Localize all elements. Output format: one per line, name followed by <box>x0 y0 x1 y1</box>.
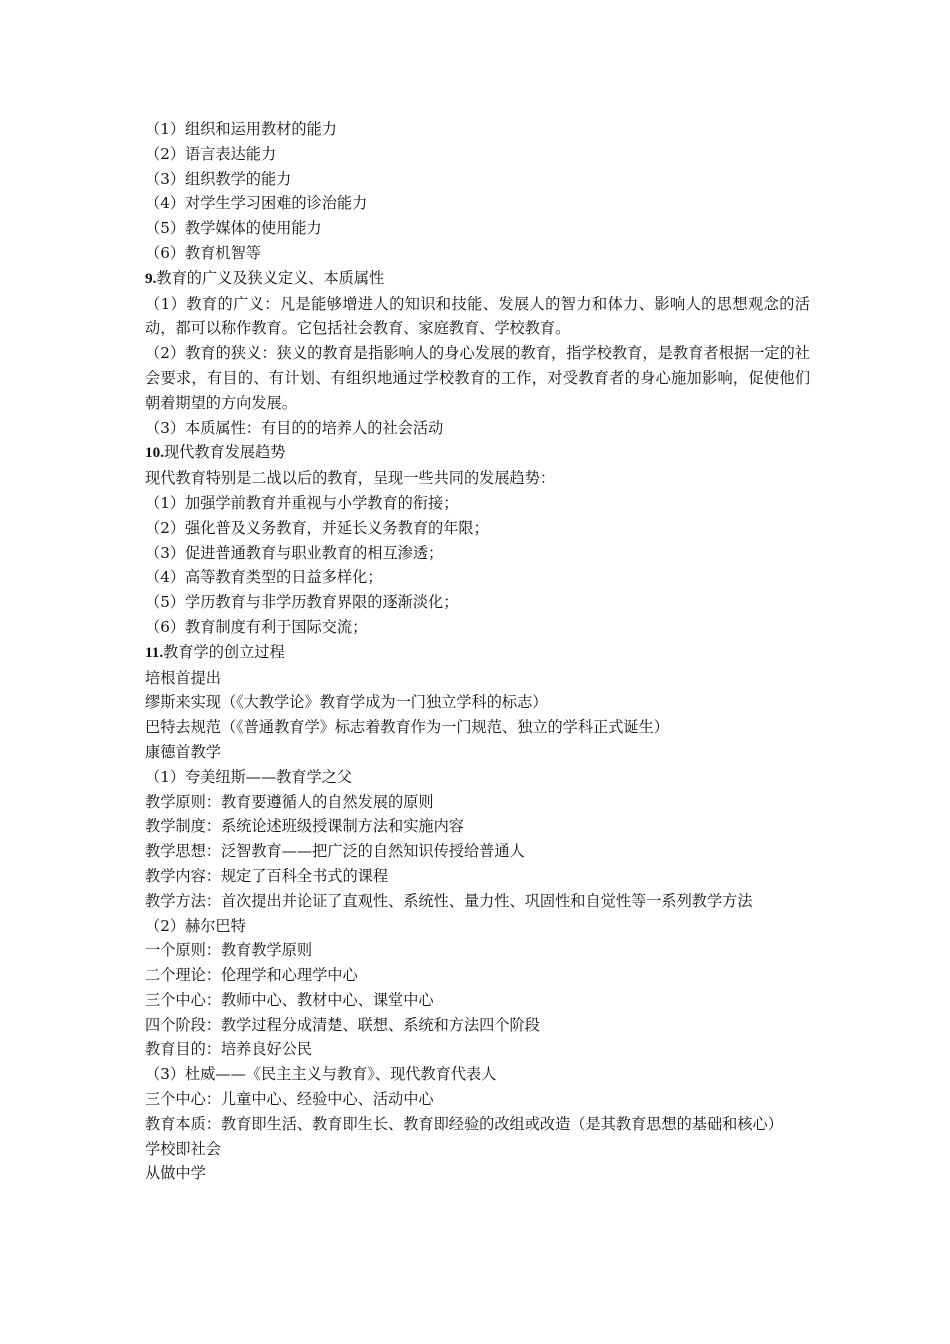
text-line: 教学思想：泛智教育——把广泛的自然知识传授给普通人 <box>145 842 525 861</box>
list-item: （3）促进普通教育与职业教育的相互渗透； <box>145 543 444 562</box>
text-line: 四个阶段：教学过程分成清楚、联想、系统和方法四个阶段 <box>145 1015 540 1034</box>
text-line: 培根首提出 <box>145 668 221 687</box>
text-line: 学校即社会 <box>145 1139 221 1158</box>
list-item: （5）教学媒体的使用能力 <box>145 219 322 238</box>
paragraph-essence: （3）本质属性：有目的的培养人的社会活动 <box>145 418 444 437</box>
list-item: （6）教育机智等 <box>145 243 261 262</box>
text-line: 三个中心：儿童中心、经验中心、活动中心 <box>145 1090 434 1109</box>
text-line: 三个中心：教师中心、教材中心、课堂中心 <box>145 990 434 1009</box>
list-item: （4）高等教育类型的日益多样化； <box>145 568 383 587</box>
text-line: 教学内容：规定了百科全书式的课程 <box>145 866 388 885</box>
text-line: 教学方法：首次提出并论证了直观性、系统性、量力性、巩固性和自觉性等一系列教学方法 <box>145 891 753 910</box>
section-heading-11 <box>145 640 810 666</box>
list-item: （1）加强学前教育并重视与小学教育的衔接； <box>145 493 459 512</box>
text-line: 教育目的：培养良好公民 <box>145 1040 313 1059</box>
text-line: 从做中学 <box>145 1164 206 1183</box>
text-line: （2）赫尔巴特 <box>145 916 246 935</box>
section-heading-10 <box>145 440 810 466</box>
text-line: 教学制度：系统论述班级授课制方法和实施内容 <box>145 817 464 836</box>
paragraph-broad-definition: （1）教育的广义：凡是能够增进人的知识和技能、发展人的智力和体力、影响人的思想观念的活动，都可以称作教育。它包括社会教育、家庭教育、学校教育。 <box>145 294 810 338</box>
list-item: （2）语言表达能力 <box>145 144 277 163</box>
list-item: （2）强化普及义务教育，并延长义务教育的年限； <box>145 518 489 537</box>
section-title: 现代教育发展趋势 <box>163 443 286 462</box>
section-title: 教育学的创立过程 <box>163 642 285 661</box>
paragraph-education-essence: 教育本质：教育即生活、教育即生长、教育即经验的改组或改造（是其教育思想的基础和核心） <box>145 1114 783 1133</box>
section-number: 9. <box>145 269 157 287</box>
list-item: （5）学历教育与非学历教育界限的逐渐淡化； <box>145 593 459 612</box>
text-line: 二个理论：伦理学和心理学中心 <box>145 966 358 985</box>
text-line: （1）夸美纽斯——教育学之父 <box>145 767 353 786</box>
section-intro: 现代教育特别是二战以后的教育，呈现一些共同的发展趋势： <box>145 469 556 488</box>
text-line: （3）杜威——《民主主义与教育》、现代教育代表人 <box>145 1065 497 1084</box>
section-title: 教育的广义及狭义定义、本质属性 <box>156 268 385 287</box>
section-number: 11. <box>145 643 164 661</box>
list-item: （6）教育制度有利于国际交流； <box>145 617 368 636</box>
text-line: 缪斯来实现（《大教学论》教育学成为一门独立学科的标志） <box>145 693 548 712</box>
section-heading-9 <box>145 266 810 292</box>
list-item: （4）对学生学习困难的诊治能力 <box>145 194 368 213</box>
text-line: 一个原则：教育教学原则 <box>145 941 313 960</box>
text-line: 教学原则：教育要遵循人的自然发展的原则 <box>145 792 434 811</box>
text-line: 康德首教学 <box>145 742 221 761</box>
list-item: （1）组织和运用教材的能力 <box>145 120 337 138</box>
paragraph-narrow-definition: （2）教育的狭义：狭义的教育是指影响人的身心发展的教育，指学校教育，是教育者根据一定的社会要求，有目的、有计划、有组织地通过学校教育的工作，对受教育者的身心施加影响，促使他们朝着期望的方向发展。 <box>145 344 810 412</box>
document-page <box>145 117 810 1186</box>
text-line: 巴特去规范（《普通教育学》标志着教育作为一门规范、独立的学科正式诞生） <box>145 718 669 737</box>
list-item: （3）组织教学的能力 <box>145 169 292 188</box>
section-number: 10. <box>145 444 164 462</box>
